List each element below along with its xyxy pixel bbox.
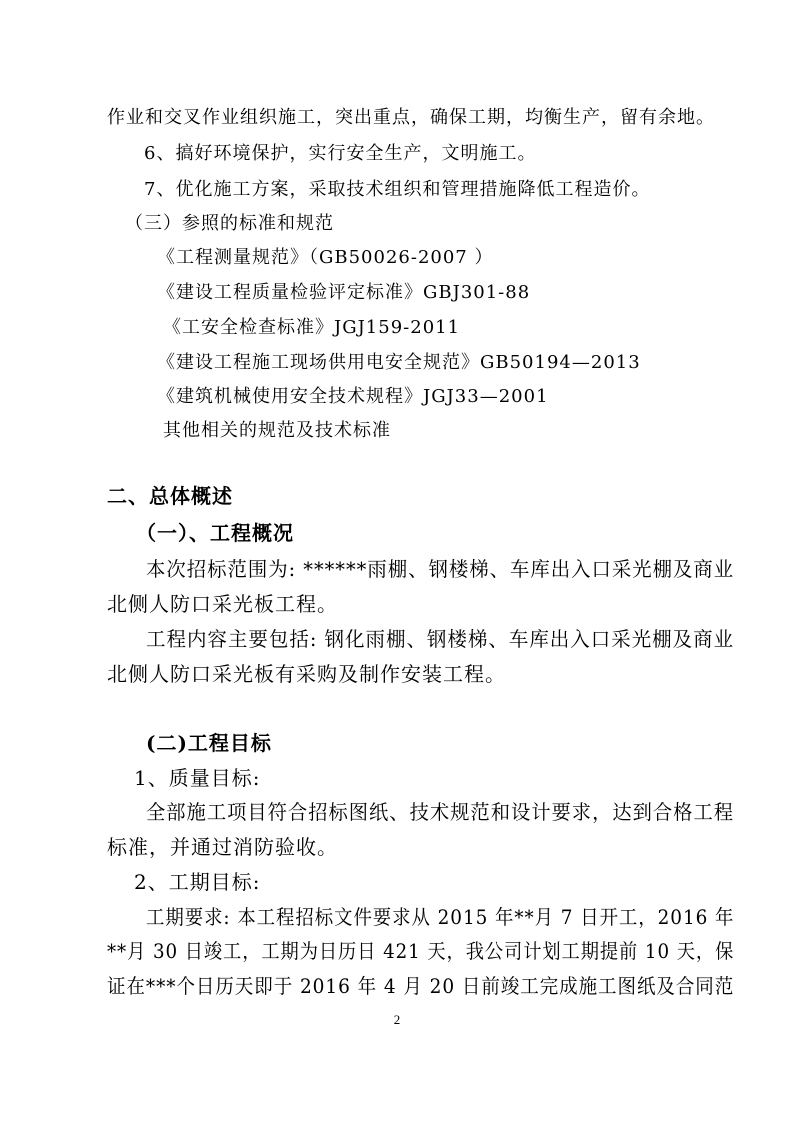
paragraph-line: 证在***个日历天即于 2016 年 4 月 20 日前竣工完成施工图纸及合同范 xyxy=(107,974,735,998)
subsection-heading: （一）、工程概况 xyxy=(136,521,294,545)
page-number: 2 xyxy=(393,1012,401,1027)
paragraph-line: 全部施工项目符合招标图纸、技术规范和设计要求，达到合格工程 xyxy=(146,800,734,824)
list-item: 6、搞好环境保护，实行安全生产，文明施工。 xyxy=(144,143,537,164)
paragraph-line: 本次招标范围为: ******雨棚、钢楼梯、车库出入口采光棚及商业 xyxy=(146,557,735,581)
standard-item: 其他相关的规范及技术标准 xyxy=(163,420,391,441)
list-item: 2、工期目标: xyxy=(134,870,261,894)
subsection-heading: (二)工程目标 xyxy=(146,731,272,755)
paragraph-line: 标准，并通过消防验收。 xyxy=(107,835,338,859)
list-item: 1、质量目标: xyxy=(134,766,261,790)
standard-item: 《工安全检查标准》JGJ159-2011 xyxy=(163,317,461,338)
list-item: 7、优化施工方案，采取技术组织和管理措施降低工程造价。 xyxy=(144,179,651,200)
standard-item: 《工程测量规范》（GB50026-2007 ） xyxy=(157,247,494,268)
section-heading: 二、总体概述 xyxy=(107,484,233,508)
standard-item: 《建筑机械使用安全技术规程》JGJ33—2001 xyxy=(157,386,549,407)
subsection-heading: （三）参照的标准和规范 xyxy=(125,213,334,234)
paragraph-line: 北侧人防口采光板有采购及制作安装工程。 xyxy=(107,662,506,686)
paragraph-line: 北侧人防口采光板工程。 xyxy=(107,592,338,616)
paragraph-line: 作业和交叉作业组织施工，突出重点，确保工期，均衡生产，留有余地。 xyxy=(107,107,715,128)
paragraph-line: 工期要求: 本工程招标文件要求从 2015 年**月 7 日开工，2016 年 xyxy=(146,905,735,929)
paragraph-line: **月 30 日竣工，工期为日历日 421 天，我公司计划工期提前 10 天，保 xyxy=(107,939,735,963)
standard-item: 《建设工程施工现场供用电安全规范》GB50194—2013 xyxy=(157,352,641,373)
paragraph-line: 工程内容主要包括: 钢化雨棚、钢楼梯、车库出入口采光棚及商业 xyxy=(146,627,735,651)
standard-item: 《建设工程质量检验评定标准》GBJ301-88 xyxy=(157,282,531,303)
